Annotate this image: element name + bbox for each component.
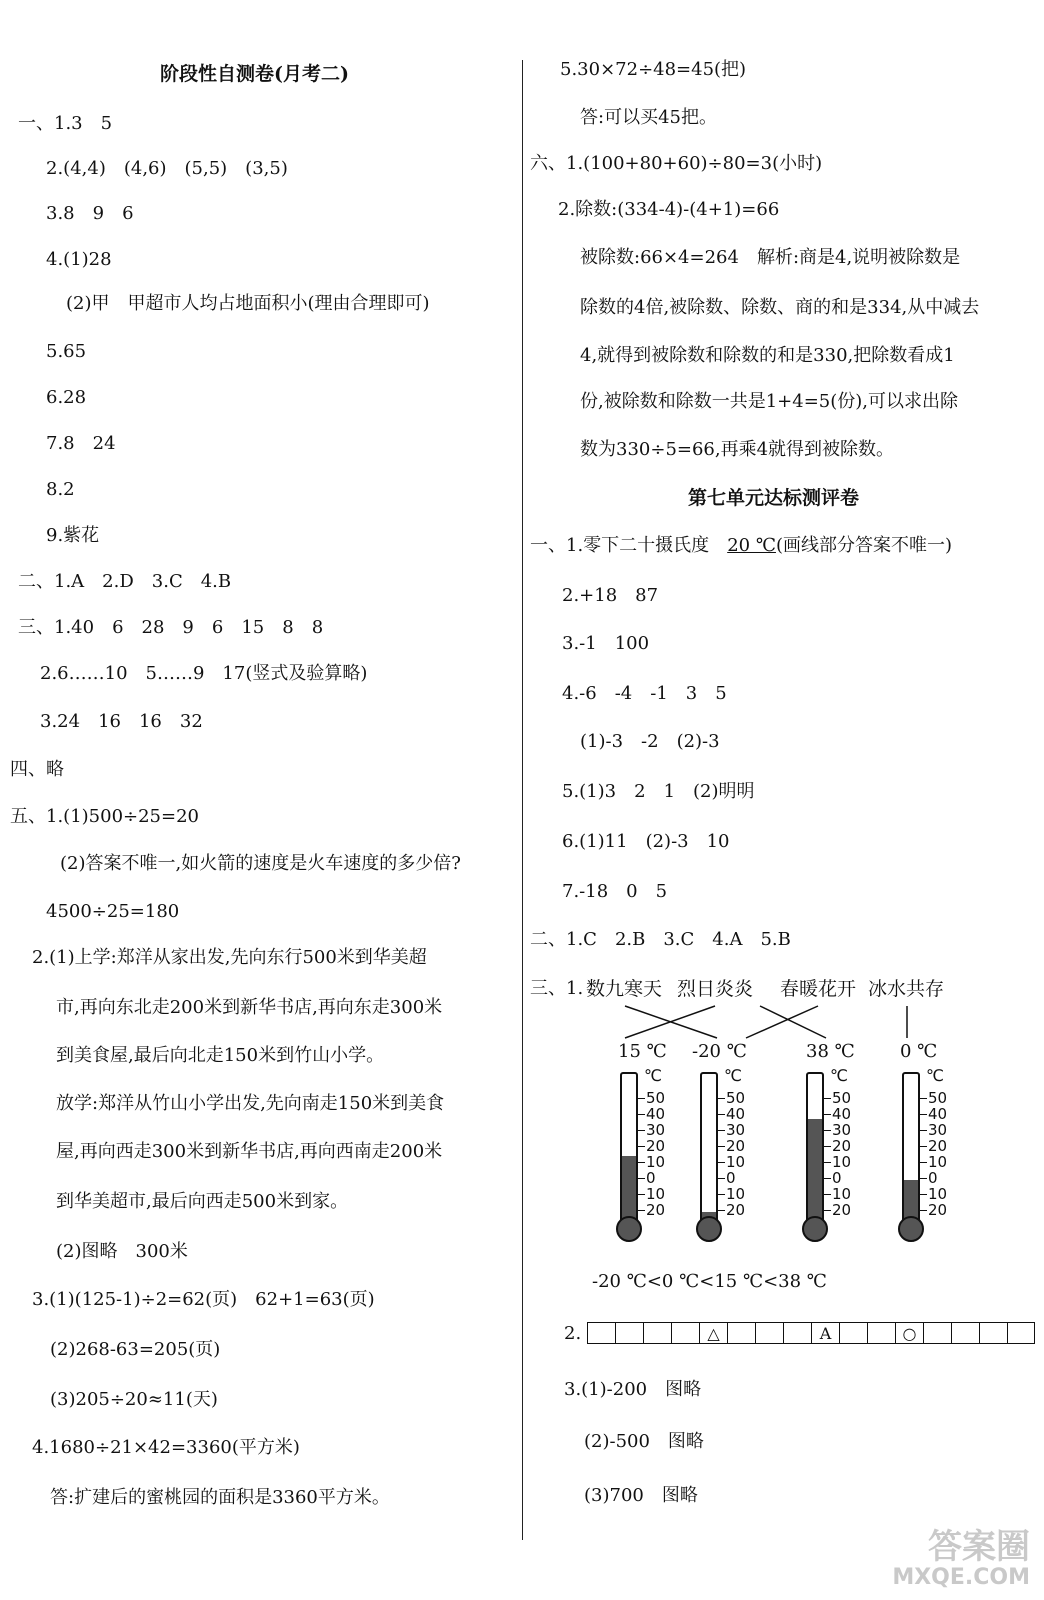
scale-tick <box>718 1098 725 1099</box>
scale-tick <box>920 1210 927 1211</box>
answer-line: 3.8 9 6 <box>46 203 134 224</box>
grid-cell: A <box>811 1322 839 1344</box>
scale-tick <box>638 1114 645 1115</box>
thermometer-tube <box>620 1072 638 1224</box>
answer-line: 7.-18 0 5 <box>562 881 668 902</box>
idiom-1: 数九寒天 <box>586 978 663 1000</box>
thermometer-unit: ℃ <box>926 1066 944 1085</box>
match-label: 三、1. <box>530 978 584 999</box>
scale-label: 0 <box>832 1169 842 1187</box>
right-section-title: 第七单元达标测评卷 <box>688 487 860 509</box>
answer-line: (2)-500 图略 <box>584 1431 704 1452</box>
thermometer-tube <box>700 1072 718 1224</box>
scale-label: 10 <box>928 1185 948 1203</box>
scale-tick <box>920 1114 927 1115</box>
scale-label: 50 <box>726 1089 746 1107</box>
scale-label: 20 <box>646 1137 666 1155</box>
grid-cell <box>783 1322 811 1344</box>
watermark-logo-text: 答案圈 <box>928 1527 1030 1567</box>
scale-tick <box>638 1194 645 1195</box>
answer-line: 7.8 24 <box>46 433 116 454</box>
scale-tick <box>718 1194 725 1195</box>
answer-line: 屋,再向西走300米到新华书店,再向西南走200米 <box>56 1141 443 1162</box>
temp-label-3: 38 ℃ <box>806 1041 855 1062</box>
answer-line: 三、1.40 6 28 9 6 15 8 8 <box>18 617 324 638</box>
scale-tick <box>824 1098 831 1099</box>
scale-tick <box>718 1114 725 1115</box>
scale-tick <box>824 1146 831 1147</box>
answer-line: (2)甲 甲超市人均占地面积小(理由合理即可) <box>66 293 430 314</box>
thermometer-unit: ℃ <box>644 1066 662 1085</box>
scale-tick <box>638 1162 645 1163</box>
scale-label: 20 <box>646 1201 666 1219</box>
temp-label-2: -20 ℃ <box>692 1041 747 1062</box>
temp-label-4: 0 ℃ <box>900 1041 938 1062</box>
scale-label: 20 <box>928 1201 948 1219</box>
scale-label: 50 <box>832 1089 852 1107</box>
thermometer-bulb <box>898 1216 924 1242</box>
scale-label: 20 <box>832 1201 852 1219</box>
answer-line: 4.1680÷21×42=3360(平方米) <box>32 1437 300 1458</box>
answer-line: 除数的4倍,被除数、除数、商的和是334,从中减去 <box>580 297 980 318</box>
scale-tick <box>638 1178 645 1179</box>
answer-line: 五、1.(1)500÷25=20 <box>10 806 199 827</box>
temperature-order: -20 ℃<0 ℃<15 ℃<38 ℃ <box>592 1271 827 1292</box>
thermometer-bulb <box>802 1216 828 1242</box>
scale-label: 20 <box>726 1201 746 1219</box>
grid-cell <box>587 1322 615 1344</box>
grid-cell: △ <box>699 1322 727 1344</box>
idiom-2: 烈日炎炎 <box>677 978 754 1000</box>
answer-line: 六、1.(100+80+60)÷80=3(小时) <box>530 153 823 174</box>
scale-label: 40 <box>646 1105 666 1123</box>
watermark-url: MXQE.COM <box>892 1565 1030 1590</box>
answer-line: (2)答案不唯一,如火箭的速度是火车速度的多少倍? <box>60 853 461 874</box>
answer-line: 6.28 <box>46 387 87 408</box>
scale-label: 30 <box>928 1121 948 1139</box>
answer-line: 3.-1 100 <box>562 633 650 654</box>
left-section-title: 阶段性自测卷(月考二) <box>160 63 349 85</box>
scale-label: 10 <box>646 1153 666 1171</box>
answer-line: 3.(1)(125-1)÷2=62(页) 62+1=63(页) <box>32 1289 375 1310</box>
answer-line: 3.24 16 16 32 <box>40 711 203 732</box>
scale-label: 0 <box>928 1169 938 1187</box>
scale-tick <box>638 1130 645 1131</box>
answer-line: 答:扩建后的蜜桃园的面积是3360平方米。 <box>50 1487 390 1508</box>
grid-cell <box>867 1322 895 1344</box>
scale-tick <box>920 1178 927 1179</box>
scale-label: 20 <box>928 1137 948 1155</box>
grid-cell <box>1007 1322 1035 1344</box>
thermometer-unit: ℃ <box>830 1066 848 1085</box>
scale-label: 10 <box>726 1153 746 1171</box>
scale-tick <box>824 1114 831 1115</box>
answer-line-q1 <box>530 534 952 558</box>
column-divider <box>522 60 523 1540</box>
mercury-level <box>622 1156 636 1222</box>
answer-line: (2)268-63=205(页) <box>50 1339 221 1360</box>
scale-label: 40 <box>726 1105 746 1123</box>
scale-tick <box>920 1130 927 1131</box>
answer-line: 2.除数:(334-4)-(4+1)=66 <box>558 199 780 220</box>
answer-line: 二、1.A 2.D 3.C 4.B <box>18 571 232 592</box>
temp-label-1: 15 ℃ <box>618 1041 667 1062</box>
scale-tick <box>718 1162 725 1163</box>
answer-line: 5.(1)3 2 1 (2)明明 <box>562 781 755 802</box>
scale-label: 0 <box>726 1169 736 1187</box>
q1-prefix: 一、1.零下二十摄氏度 <box>530 535 728 556</box>
scale-tick <box>824 1210 831 1211</box>
answer-line: 到美食屋,最后向北走150米到竹山小学。 <box>56 1045 385 1066</box>
grid-cell <box>839 1322 867 1344</box>
thermometer-bulb <box>696 1216 722 1242</box>
scale-tick <box>718 1210 725 1211</box>
idiom-4: 冰水共存 <box>868 978 945 1000</box>
answer-line: 份,被除数和除数一共是1+4=5(份),可以求出除 <box>580 391 959 412</box>
answer-line: 一、1.3 5 <box>18 113 113 134</box>
scale-tick <box>920 1194 927 1195</box>
grid-cell <box>643 1322 671 1344</box>
grid-cell <box>979 1322 1007 1344</box>
answer-line: 4500÷25=180 <box>46 901 180 922</box>
scale-tick <box>920 1098 927 1099</box>
grid-cell <box>923 1322 951 1344</box>
thermometer-unit: ℃ <box>724 1066 742 1085</box>
answer-line: 9.紫花 <box>46 525 100 546</box>
answer-line: 到华美超市,最后向西走500米到家。 <box>56 1191 349 1212</box>
scale-tick <box>824 1130 831 1131</box>
q1-suffix: (画线部分答案不唯一) <box>775 535 952 556</box>
answer-line: 2.(1)上学:郑洋从家出发,先向东行500米到华美超 <box>32 947 427 968</box>
scale-label: 40 <box>832 1105 852 1123</box>
grid-cell <box>951 1322 979 1344</box>
grid-cell: ○ <box>895 1322 923 1344</box>
answer-line: 4,就得到被除数和除数的和是330,把除数看成1 <box>580 345 955 366</box>
answer-line: 市,再向东北走200米到新华书店,再向东走300米 <box>56 997 443 1018</box>
watermark <box>892 1528 1030 1590</box>
answer-line: 答:可以买45把。 <box>580 107 717 128</box>
mercury-level <box>808 1119 822 1222</box>
thermometer-tube <box>806 1072 824 1224</box>
answer-line: 四、略 <box>10 759 64 780</box>
scale-tick <box>824 1178 831 1179</box>
scale-label: 10 <box>646 1185 666 1203</box>
scale-label: 30 <box>646 1121 666 1139</box>
grid-cell <box>671 1322 699 1344</box>
answer-line: (3)205÷20≈11(天) <box>50 1389 218 1410</box>
scale-tick <box>824 1194 831 1195</box>
scale-tick <box>718 1178 725 1179</box>
answer-line: 2.6……10 5……9 17(竖式及验算略) <box>40 663 368 684</box>
scale-label: 20 <box>726 1137 746 1155</box>
answer-line: 2.(4,4) (4,6) (5,5) (3,5) <box>46 158 288 179</box>
scale-label: 0 <box>646 1169 656 1187</box>
scale-tick <box>638 1146 645 1147</box>
answer-line: 8.2 <box>46 479 75 500</box>
scale-tick <box>824 1162 831 1163</box>
scale-label: 50 <box>646 1089 666 1107</box>
thermometer-bulb <box>616 1216 642 1242</box>
scale-label: 50 <box>928 1089 948 1107</box>
scale-tick <box>638 1098 645 1099</box>
answer-line: 4.-6 -4 -1 3 5 <box>562 683 727 704</box>
scale-label: 10 <box>832 1153 852 1171</box>
thermometer-tube <box>902 1072 920 1224</box>
answer-line: (1)-3 -2 (2)-3 <box>580 731 720 752</box>
answer-line: 6.(1)11 (2)-3 10 <box>562 831 730 852</box>
q1-underlined-answer: 20 ℃ <box>727 535 776 556</box>
q2-label: 2. <box>564 1323 582 1344</box>
answer-line: 二、1.C 2.B 3.C 4.A 5.B <box>530 929 791 950</box>
scale-label: 40 <box>928 1105 948 1123</box>
answer-line: 3.(1)-200 图略 <box>564 1379 702 1400</box>
scale-tick <box>638 1210 645 1211</box>
scale-label: 10 <box>832 1185 852 1203</box>
idiom-3: 春暖花开 <box>780 978 857 1000</box>
answer-line: (3)700 图略 <box>584 1485 698 1506</box>
grid-cell <box>755 1322 783 1344</box>
answer-line: 5.65 <box>46 341 87 362</box>
scale-tick <box>718 1146 725 1147</box>
scale-tick <box>718 1130 725 1131</box>
scale-label: 10 <box>928 1153 948 1171</box>
scale-tick <box>920 1162 927 1163</box>
scale-label: 30 <box>726 1121 746 1139</box>
answer-line: (2)图略 300米 <box>56 1241 188 1262</box>
answer-line: 放学:郑洋从竹山小学出发,先向南走150米到美食 <box>56 1093 445 1114</box>
grid-cell <box>727 1322 755 1344</box>
answer-line: 5.30×72÷48=45(把) <box>560 59 747 80</box>
answer-line: 2.+18 87 <box>562 585 659 606</box>
answer-line: 数为330÷5=66,再乘4就得到被除数。 <box>580 439 895 460</box>
scale-label: 10 <box>726 1185 746 1203</box>
scale-label: 30 <box>832 1121 852 1139</box>
grid-cell <box>615 1322 643 1344</box>
answer-grid <box>587 1322 1035 1344</box>
scale-label: 20 <box>832 1137 852 1155</box>
answer-line: 被除数:66×4=264 解析:商是4,说明被除数是 <box>580 247 961 268</box>
scale-tick <box>920 1146 927 1147</box>
answer-line: 4.(1)28 <box>46 249 112 270</box>
